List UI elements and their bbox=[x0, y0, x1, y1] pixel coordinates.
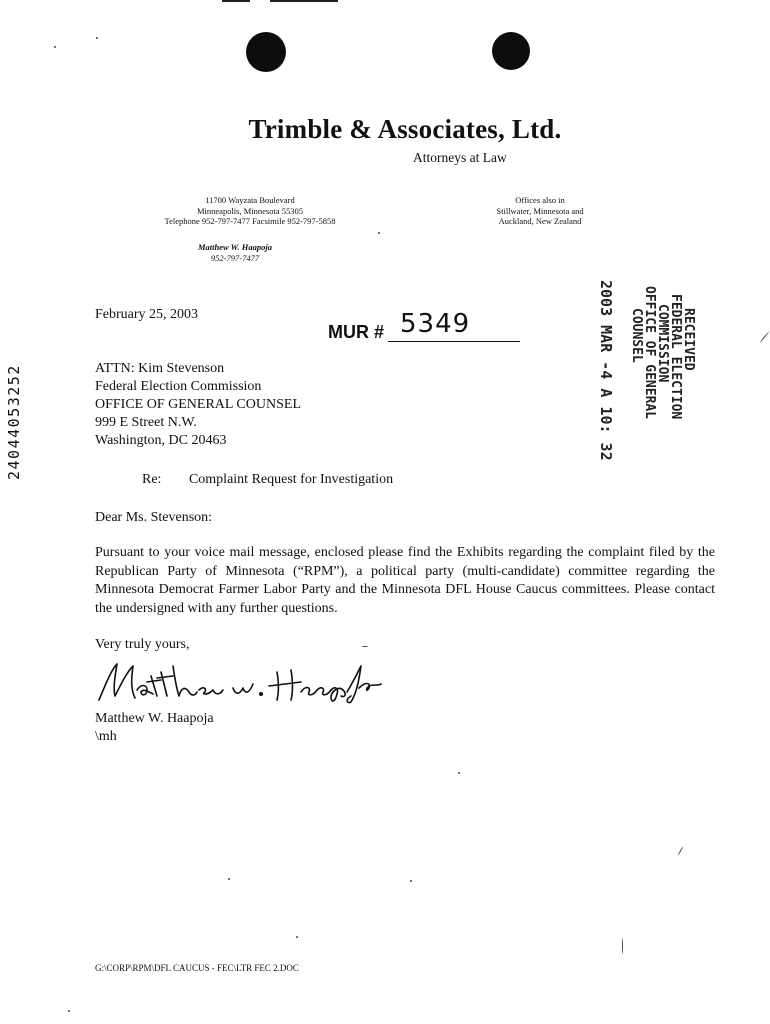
side-number-text: 24044053252 bbox=[5, 364, 23, 480]
scan-speck bbox=[228, 878, 230, 880]
scan-speck bbox=[296, 936, 298, 938]
attorney-phone: 952-797-7477 bbox=[210, 252, 260, 263]
punch-hole-left bbox=[246, 32, 286, 72]
closing: Very truly yours, bbox=[95, 637, 190, 652]
handwritten-signature bbox=[95, 656, 385, 706]
scan-speck bbox=[410, 880, 412, 882]
scan-speck bbox=[68, 1010, 70, 1012]
letter-date: February 25, 2003 bbox=[95, 307, 199, 322]
stamp-line: RECEIVED bbox=[681, 308, 696, 371]
attorney-block bbox=[175, 242, 295, 263]
scan-speck bbox=[622, 938, 623, 954]
punch-hole-right bbox=[492, 32, 530, 70]
signer-name: Matthew W. Haapoja bbox=[95, 711, 214, 726]
scan-speck bbox=[458, 772, 460, 774]
recipient-line: OFFICE OF GENERAL COUNSEL bbox=[95, 397, 301, 412]
firm-subtitle: Attorneys at Law bbox=[413, 150, 507, 165]
mur-label: MUR # bbox=[328, 322, 385, 342]
stamp-line: COMMISSION bbox=[655, 304, 670, 383]
address-line: 11700 Wayzata Boulevard bbox=[205, 195, 295, 205]
scan-speck bbox=[760, 331, 770, 342]
stamp-line: COUNSEL bbox=[629, 308, 644, 363]
address-line: Minneapolis, Minnesota 55305 bbox=[196, 205, 303, 216]
offices-line: Stillwater, Minnesota and bbox=[496, 205, 584, 216]
salutation: Dear Ms. Stevenson: bbox=[95, 510, 213, 525]
body-paragraph: Pursuant to your voice mail message, enclosed please find the Exhibits regarding the complaint filed by the Republican Party of Minnesota (“RPM”), a political party (multi-candidate) committee regarding the Minnesota Democrat Farmer Labor Party and the Minnesota DFL House Caucus committees. Please contact the undersigned with any further questions. bbox=[95, 545, 715, 616]
recipient-line: 999 E Street N.W. bbox=[95, 415, 197, 430]
firm-offices bbox=[470, 195, 610, 227]
re-text: Complaint Request for Investigation bbox=[188, 472, 394, 487]
mur-number: 5349 bbox=[400, 309, 471, 339]
firm-name: Trimble & Associates, Ltd. bbox=[248, 114, 562, 144]
scan-speck bbox=[54, 46, 56, 48]
stamp-line: OFFICE OF GENERAL bbox=[642, 286, 657, 420]
side-document-number bbox=[5, 255, 29, 480]
footer-file-path: G:\CORP\RPM\DFL CAUCUS - FEC\LTR FEC 2.DOC bbox=[95, 963, 299, 973]
attorney-name: Matthew W. Haapoja bbox=[197, 242, 273, 252]
address-line: Telephone 952-797-7477 Facsimile 952-797-5858 bbox=[164, 216, 336, 226]
offices-line: Auckland, New Zealand bbox=[498, 216, 582, 226]
recipient-line: Federal Election Commission bbox=[95, 379, 262, 394]
firm-address bbox=[120, 195, 380, 227]
recipient-block bbox=[95, 360, 301, 450]
stamp-date: 2003 MAR -4 A 10: 32 bbox=[597, 280, 615, 461]
scan-top-line-left bbox=[222, 0, 250, 2]
scan-speck bbox=[362, 646, 368, 647]
recipient-line: Washington, DC 20463 bbox=[95, 433, 227, 448]
re-label: Re: bbox=[142, 472, 162, 487]
recipient-line: ATTN: Kim Stevenson bbox=[95, 361, 225, 376]
typist-initials: \mh bbox=[95, 729, 117, 744]
scan-speck bbox=[678, 846, 684, 855]
scan-top-line-right bbox=[270, 0, 338, 2]
offices-line: Offices also in bbox=[515, 195, 565, 205]
scan-speck bbox=[96, 37, 98, 39]
scan-speck bbox=[378, 232, 380, 234]
mur-underline bbox=[388, 341, 520, 342]
stamp-line: FEDERAL ELECTION bbox=[668, 294, 683, 420]
signer-block bbox=[95, 710, 214, 746]
re-line bbox=[142, 471, 393, 489]
